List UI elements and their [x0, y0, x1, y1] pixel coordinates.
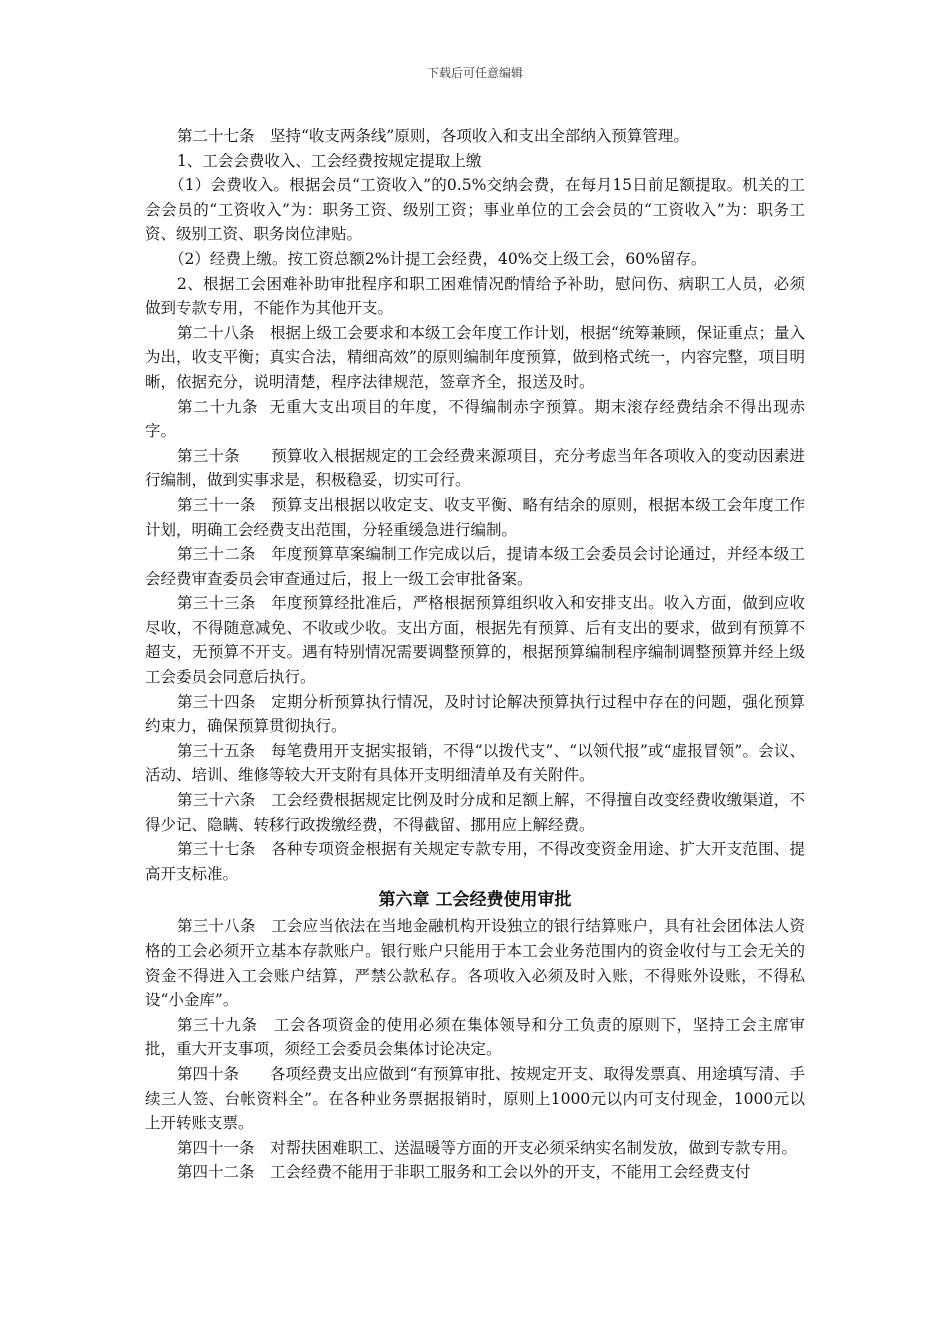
article-36: 第三十六条 工会经费根据规定比例及时分成和足额上解，不得擅自改变经费收缴渠道，不得少记、隐瞒、转移行政拨缴经费，不得截留、挪用应上解经费。: [145, 791, 805, 834]
document-body: [145, 124, 805, 1185]
article-38: 第三十八条 工会应当依法在当地金融机构开设独立的银行结算账户，具有社会团体法人资格的工会必须开立基本存款账户。银行账户只能用于本工会业务范围内的资金收付与工会无关的资金不得进入工会账户结算，严禁公款私存。各项收入必须及时入账，不得账外设账，不得私设“小金库”。: [145, 917, 805, 1010]
article-29: 第二十九条 无重大支出项目的年度，不得编制赤字预算。期末滚存经费结余不得出现赤字。: [145, 397, 805, 441]
article-27-item-1-sub-1: （1）会费收入。根据会员“工资收入”的0.5%交纳会费，在每月15日前足额提取。机关的工会会员的“工资收入”为：职务工资、级别工资；事业单位的工会会员的“工资收入”为：职务工资、级别工资、职务岗位津贴。: [145, 176, 805, 244]
article-27: 第二十七条 坚持“收支两条线”原则，各项收入和支出全部纳入预算管理。: [177, 127, 689, 145]
article-39: 第三十九条 工会各项资金的使用必须在集体领导和分工负责的原则下，坚持工会主席审批，重大开支事项，须经工会委员会集体讨论决定。: [145, 1015, 805, 1059]
article-31: 第三十一条 预算支出根据以收定支、收支平衡、略有结余的原则，根据本级工会年度工作计划，明确工会经费支出范围，分轻重缓急进行编制。: [145, 495, 805, 539]
article-42: 第四十二条 工会经费不能用于非职工服务和工会以外的开支，不能用工会经费支付: [177, 1163, 751, 1182]
article-28: 第二十八条 根据上级工会要求和本级工会年度工作计划，根据“统筹兼顾，保证重点；量入为出，收支平衡；真实合法，精细高效”的原则编制年度预算，做到格式统一，内容完整，项目明晰，依据充分，说明清楚，程序法律规范，签章齐全，报送及时。: [145, 323, 805, 391]
page-header: 下载后可任意编辑: [426, 66, 523, 80]
article-40: 第四十条 各项经费支出应做到“有预算审批、按规定开支、取得发票真、用途填写清、手续三人签、台帐资料全”。在各种业务票据报销时，原则上1000元以内可支付现金，1000元以上开转账支票。: [145, 1064, 805, 1133]
chapter-title: 第六章 工会经费使用审批: [378, 890, 572, 911]
article-34: 第三十四条 定期分析预算执行情况，及时讨论解决预算执行过程中存在的问题，强化预算约束力，确保预算贯彻执行。: [145, 692, 805, 736]
article-37: 第三十七条 各种专项资金根据有关规定专款专用，不得改变资金用途、扩大开支范围、提高开支标准。: [145, 840, 805, 883]
article-35: 第三十五条 每笔费用开支据实报销，不得“以拨代支”、“以领代报”或“虚报冒领”。会议、活动、培训、维修等较大开支附有具体开支明细清单及有关附件。: [145, 741, 805, 785]
article-27-item-1: 1、工会会费收入、工会经费按规定提取上缴: [177, 151, 482, 170]
article-30: 第三十条 预算收入根据规定的工会经费来源项目，充分考虑当年各项收入的变动因素进行编制，做到实事求是，积极稳妥，切实可行。: [145, 446, 805, 490]
article-41: 第四十一条 对帮扶困难职工、送温暖等方面的开支必须采纳实名制发放，做到专款专用。: [177, 1138, 798, 1157]
article-33: 第三十三条 年度预算经批准后，严格根据预算组织收入和安排支出。收入方面，做到应收尽收，不得随意减免、不收或少收。支出方面，根据先有预算、后有支出的要求，做到有预算不超支，无预算不开支。遇有特别情况需要调整预算的，根据预算编制程序编制调整预算并经上级工会委员会同意后执行。: [145, 594, 805, 687]
article-27-item-2: 2、根据工会困难补助审批程序和职工困难情况酌情给予补助，慰问伤、病职工人员，必须做到专款专用，不能作为其他开支。: [145, 274, 805, 318]
article-27-item-1-sub-2: （2）经费上缴。按工资总额2%计提工会经费，40%交上级工会，60%留存。: [169, 249, 707, 268]
article-32: 第三十二条 年度预算草案编制工作完成以后，提请本级工会委员会讨论通过，并经本级工会经费审查委员会审查通过后，报上一级工会审批备案。: [145, 545, 805, 588]
